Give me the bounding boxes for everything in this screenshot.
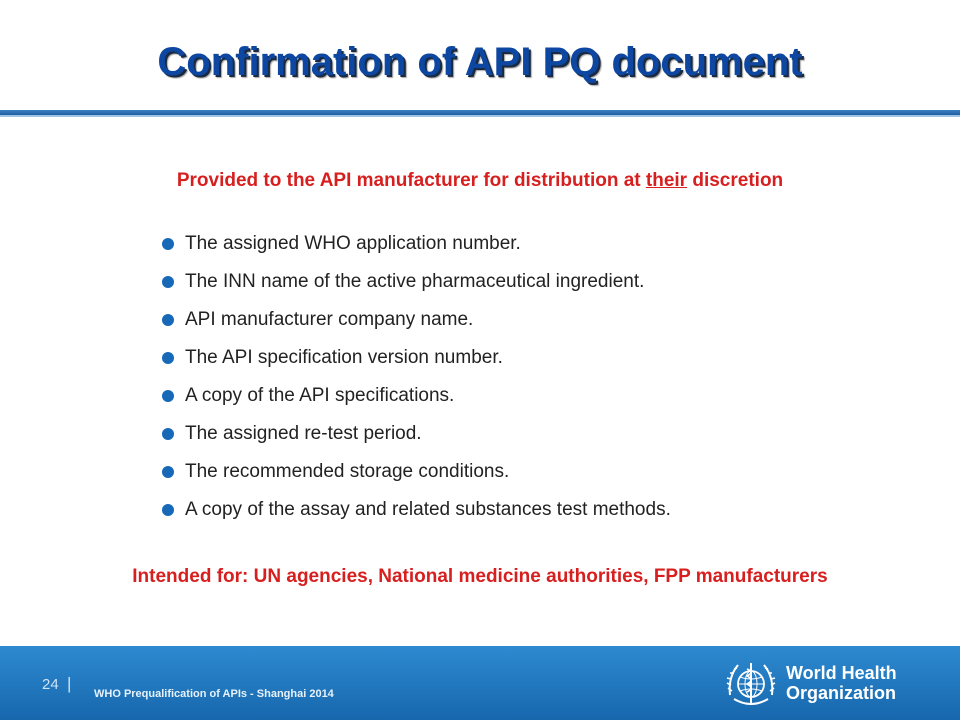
bullet-item	[162, 458, 671, 496]
subtitle-text-before: Provided to the API manufacturer for distribution at	[176, 170, 646, 191]
slide-subtitle	[0, 170, 960, 192]
bullet-text: A copy of the assay and related substances test methods.	[185, 499, 671, 520]
bullet-text: The assigned WHO application number.	[185, 233, 521, 254]
who-emblem-icon	[722, 655, 780, 713]
bullet-dot-icon	[162, 428, 174, 440]
slide-title: Confirmation of API PQ document	[157, 40, 803, 84]
footer-bar	[0, 646, 960, 720]
bullet-dot-icon	[162, 390, 174, 402]
bullet-dot-icon	[162, 504, 174, 516]
page-number: 24	[42, 676, 59, 693]
bullet-text: The INN name of the active pharmaceutical ingredient.	[185, 271, 645, 292]
subtitle-text-after: discretion	[687, 170, 784, 191]
bullet-dot-icon	[162, 314, 174, 326]
bullet-text: A copy of the API specifications.	[185, 385, 455, 406]
bullet-text: API manufacturer company name.	[185, 309, 474, 330]
page-separator: |	[67, 674, 72, 693]
who-wordmark-line1: World Health	[786, 663, 897, 683]
subtitle-emphasis: their	[645, 170, 688, 191]
intended-for-note: Intended for: UN agencies, National medicine authorities, FPP manufacturers	[132, 566, 828, 587]
bullet-item	[162, 306, 671, 344]
who-wordmark	[786, 663, 897, 703]
bullet-text: The API specification version number.	[185, 347, 503, 368]
bullet-item	[162, 420, 671, 458]
bullet-item	[162, 382, 671, 420]
bullet-item	[162, 344, 671, 382]
bullet-dot-icon	[162, 238, 174, 250]
bullet-item	[162, 496, 671, 534]
bullet-list	[162, 230, 671, 534]
title-divider-highlight	[0, 115, 960, 117]
bullet-dot-icon	[162, 466, 174, 478]
bullet-text: The assigned re-test period.	[185, 423, 422, 444]
bullet-text: The recommended storage conditions.	[185, 461, 510, 482]
bullet-dot-icon	[162, 352, 174, 364]
bullet-item	[162, 268, 671, 306]
bullet-dot-icon	[162, 276, 174, 288]
who-wordmark-line2: Organization	[786, 683, 897, 703]
footer-event-text: WHO Prequalification of APIs - Shanghai 2014	[94, 688, 334, 700]
bullet-item	[162, 230, 671, 268]
